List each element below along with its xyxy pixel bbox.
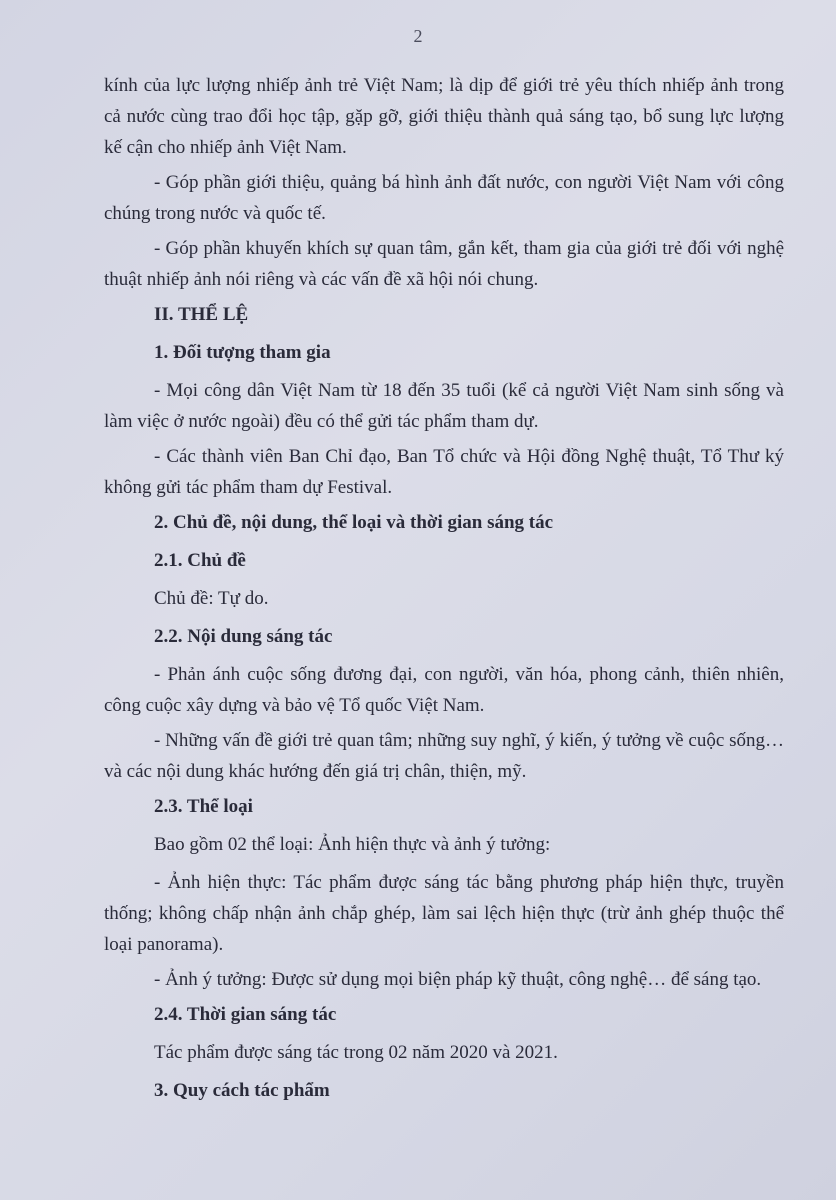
paragraph-promote-image: - Góp phần giới thiệu, quảng bá hình ảnh đất nước, con người Việt Nam với công chúng trong nước và quốc tế. bbox=[104, 172, 784, 224]
paragraph-eligible-citizens: - Mọi công dân Việt Nam từ 18 đến 35 tuổi (kể cả người Việt Nam sinh sống và làm việc ở nước ngoài) đều có thể gửi tác phẩm tham dự. bbox=[104, 380, 784, 432]
heading-genre: 2.3. Thể loại bbox=[154, 796, 253, 817]
heading-content: 2.2. Nội dung sáng tác bbox=[154, 626, 333, 647]
heading-section-rules: II. THỂ LỆ bbox=[154, 304, 249, 325]
paragraph-creation-years: Tác phẩm được sáng tác trong 02 năm 2020 và 2021. bbox=[154, 1042, 558, 1063]
document-body bbox=[104, 70, 784, 1113]
paragraph-idea-photo: - Ảnh ý tưởng: Được sử dụng mọi biện pháp kỹ thuật, công nghệ… để sáng tạo. bbox=[154, 969, 762, 990]
paragraph-topic-free: Chủ đề: Tự do. bbox=[154, 588, 269, 609]
heading-topic: 2.1. Chủ đề bbox=[154, 550, 246, 571]
heading-work-specifications: 3. Quy cách tác phẩm bbox=[154, 1080, 330, 1101]
paragraph-reflect-life: - Phản ánh cuộc sống đương đại, con người, văn hóa, phong cảnh, thiên nhiên, công cuộc xây dựng và bảo vệ Tổ quốc Việt Nam. bbox=[104, 664, 784, 716]
paragraph-encourage-youth: - Góp phần khuyến khích sự quan tâm, gắn kết, tham gia của giới trẻ đối với nghệ thuật nhiếp ảnh nói riêng và các vấn đề xã hội nói chung. bbox=[104, 238, 784, 290]
page-number: 2 bbox=[413, 26, 423, 46]
paragraph-excluded-members: - Các thành viên Ban Chỉ đạo, Ban Tổ chức và Hội đồng Nghệ thuật, Tổ Thư ký không gửi tác phẩm tham dự Festival. bbox=[104, 446, 784, 498]
paragraph-realistic-photo: - Ảnh hiện thực: Tác phẩm được sáng tác bằng phương pháp hiện thực, truyền thống; không chấp nhận ảnh chắp ghép, làm sai lệch hiện thực (trừ ảnh ghép thuộc thể loại panorama). bbox=[104, 872, 784, 955]
paragraph-youth-concerns: - Những vấn đề giới trẻ quan tâm; những suy nghĩ, ý kiến, ý tưởng về cuộc sống… và các nội dung khác hướng đến giá trị chân, thiện, mỹ. bbox=[104, 730, 784, 782]
paragraph-intro-continued: kính của lực lượng nhiếp ảnh trẻ Việt Nam; là dịp để giới trẻ yêu thích nhiếp ảnh trong cả nước cùng trao đổi học tập, gặp gỡ, giới thiệu thành quả sáng tạo, bổ sung lực lượng kế cận cho nhiếp ảnh Việt Nam. bbox=[104, 75, 784, 158]
heading-topic-content-genre-time: 2. Chủ đề, nội dung, thể loại và thời gian sáng tác bbox=[154, 512, 554, 533]
paragraph-two-genres: Bao gồm 02 thể loại: Ảnh hiện thực và ảnh ý tưởng: bbox=[154, 834, 551, 855]
heading-participants: 1. Đối tượng tham gia bbox=[154, 342, 331, 363]
heading-creation-time: 2.4. Thời gian sáng tác bbox=[154, 1004, 337, 1025]
